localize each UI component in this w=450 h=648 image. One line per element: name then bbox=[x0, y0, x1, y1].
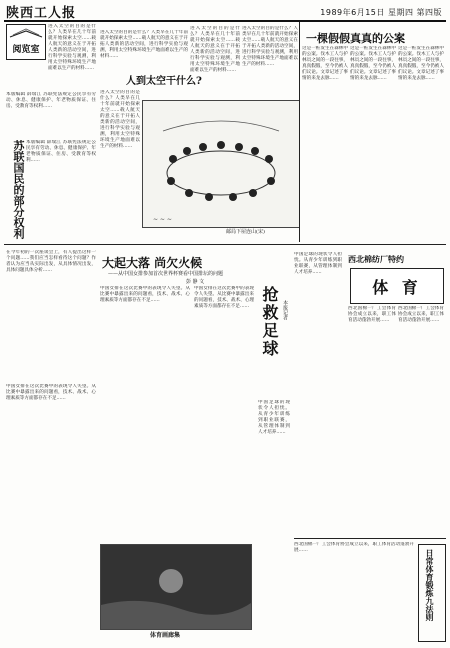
footer-text: 西北国棉一厂工会体育协会成立以来，职工体育活动蓬勃开展…… bbox=[294, 542, 414, 553]
forest-headline: 一棵假假真真的公案 bbox=[306, 32, 405, 45]
factory-subheadline: 体 育 bbox=[372, 278, 422, 297]
sports-text-3: 中国女排在这次比赛中的表现令人失望。从比赛中暴露出来的问题看，技术、战术、心理素质等方面都存在不足…… bbox=[194, 286, 254, 309]
illustration-caption: 邮局下屋连山(宋) bbox=[226, 229, 265, 235]
column-logo-text: 阅览室 bbox=[12, 45, 40, 55]
question-text: 进入太空的目的是什么？人类早在几十年前就开始探索太空……载人航天的意义在于开拓人类新的活动空间，进行科学实验与观测，利用太空特殊环境生产地面难以生产的材料…… bbox=[100, 30, 188, 59]
factory-headline: 西北棉纺厂特约 bbox=[348, 254, 404, 264]
issue-page: 第四版 bbox=[416, 8, 442, 17]
question-text-2: 进入太空的目的是什么？人类早在几十年前就开始探索太空……载人航天的意义在于开拓人类新的活动空间，进行科学实验与观测，利用太空特殊环境生产地面难以生产的材料…… bbox=[100, 90, 140, 149]
newspaper-title: 陕西工人报 bbox=[6, 6, 77, 21]
rescue-headline: 抢救足球 bbox=[260, 286, 279, 358]
svg-text:∼ ∼ ∼: ∼ ∼ ∼ bbox=[153, 216, 172, 223]
book-icon bbox=[7, 25, 45, 41]
forest-text-1: 这是一桩发生在森林中的公案。伐木工人与护林员之间的一段往事，真真假假，至今仍被人们议论。文章记述了事情的来龙去脉…… bbox=[302, 46, 348, 81]
issue-date: 1989年6月15日 bbox=[320, 8, 385, 17]
footer-box-text: 日常体育锻炼九法则 bbox=[425, 549, 435, 621]
sports-text-1: 中国女排在这次比赛中的表现令人失望。从比赛中暴露出来的问题看，技术、战术、心理素质等方面都存在不足…… bbox=[6, 384, 96, 401]
question-text-3: 进入太空的目的是什么？人类早在几十年前就开始探索太空……载人航天的意义在于开拓人类新的活动空间，进行科学实验与观测，利用太空特殊环境生产地面难以生产的材料…… bbox=[190, 26, 240, 73]
sports-byline: 彭 静 文 bbox=[186, 279, 205, 285]
forest-text-2: 这是一桩发生在森林中的公案。伐木工人与护林员之间的一段往事，真真假假，至今仍被人们议论。文章记述了事情的来龙去脉…… bbox=[350, 46, 396, 81]
side-text-2: 本版编辑 薛瑞江 苏联宪法规定公民享有劳动、休息、健康保护、年老物质保证、住房、受教育等权利…… bbox=[26, 140, 96, 163]
side-headline: 苏联国民的部分权利 bbox=[12, 140, 25, 239]
factory-text-1: 西北国棉一厂工会体育协会成立以来，职工体育活动蓬勃开展…… bbox=[348, 306, 396, 323]
forest-text-3: 这是一桩发生在森林中的公案。伐木工人与护林员之间的一段往事，真真假假，至今仍被人们议论。文章记述了事情的来龙去脉…… bbox=[398, 46, 444, 81]
masthead-info bbox=[320, 7, 442, 18]
sports-text-2: 中国女排在这次比赛中的表现令人失望。从比赛中暴露出来的问题看，技术、战术、心理素质等方面都存在不足…… bbox=[100, 286, 190, 303]
footer-rule bbox=[294, 538, 446, 539]
sports-headline: 大起大落 尚欠火候 bbox=[102, 256, 203, 270]
question-headline: 人到太空干什么? bbox=[126, 76, 202, 87]
issue-weekday: 星期四 bbox=[387, 8, 414, 17]
sports-subtitle: ——从中国女排参加首次世界杯赛看中国排坛的问题 bbox=[108, 271, 224, 277]
photo-caption: 体育画廊集 bbox=[150, 632, 181, 639]
rescue-byline: 本报记者 bbox=[282, 300, 288, 320]
rescue-text-1: 中国足球的现状令人担忧。从青少年训练到职业联赛，从管理体制到人才培养…… bbox=[294, 252, 342, 275]
rescue-text-2: 中国足球的现状令人担忧。从青少年训练到职业联赛，从管理体制到人才培养…… bbox=[258, 400, 290, 435]
column-logo bbox=[6, 24, 46, 60]
essay-text-1: 在今年初的一次座谈会上，有人提出这样一个问题……我们应当怎样看待这个问题？作者认为应当从实际出发，从具体情况出发，具体问题具体分析…… bbox=[6, 250, 96, 273]
section-rule bbox=[4, 244, 446, 245]
factory-logo bbox=[350, 268, 444, 304]
footer-box bbox=[418, 544, 446, 642]
column-rule bbox=[299, 22, 300, 242]
factory-text-2: 西北国棉一厂工会体育协会成立以来，职工体育活动蓬勃开展…… bbox=[398, 306, 444, 323]
masthead bbox=[4, 2, 446, 22]
sports-photo bbox=[100, 544, 252, 630]
side-text: 本版编辑 薛瑞江 苏联宪法规定公民享有劳动、休息、健康保护、年老物质保证、住房、受教育等权利…… bbox=[6, 92, 96, 109]
group-illustration bbox=[142, 100, 300, 228]
question-text-4: 进入太空的目的是什么？人类早在几十年前就开始探索太空……载人航天的意义在于开拓人类新的活动空间，进行科学实验与观测，利用太空特殊环境生产地面难以生产的材料…… bbox=[242, 26, 298, 67]
intro-text: 进入太空的目的是什么？人类早在几十年前就开始探索太空……载人航天的意义在于开拓人类新的活动空间，进行科学实验与观测，利用太空特殊环境生产地面难以生产的材料…… bbox=[48, 24, 96, 71]
